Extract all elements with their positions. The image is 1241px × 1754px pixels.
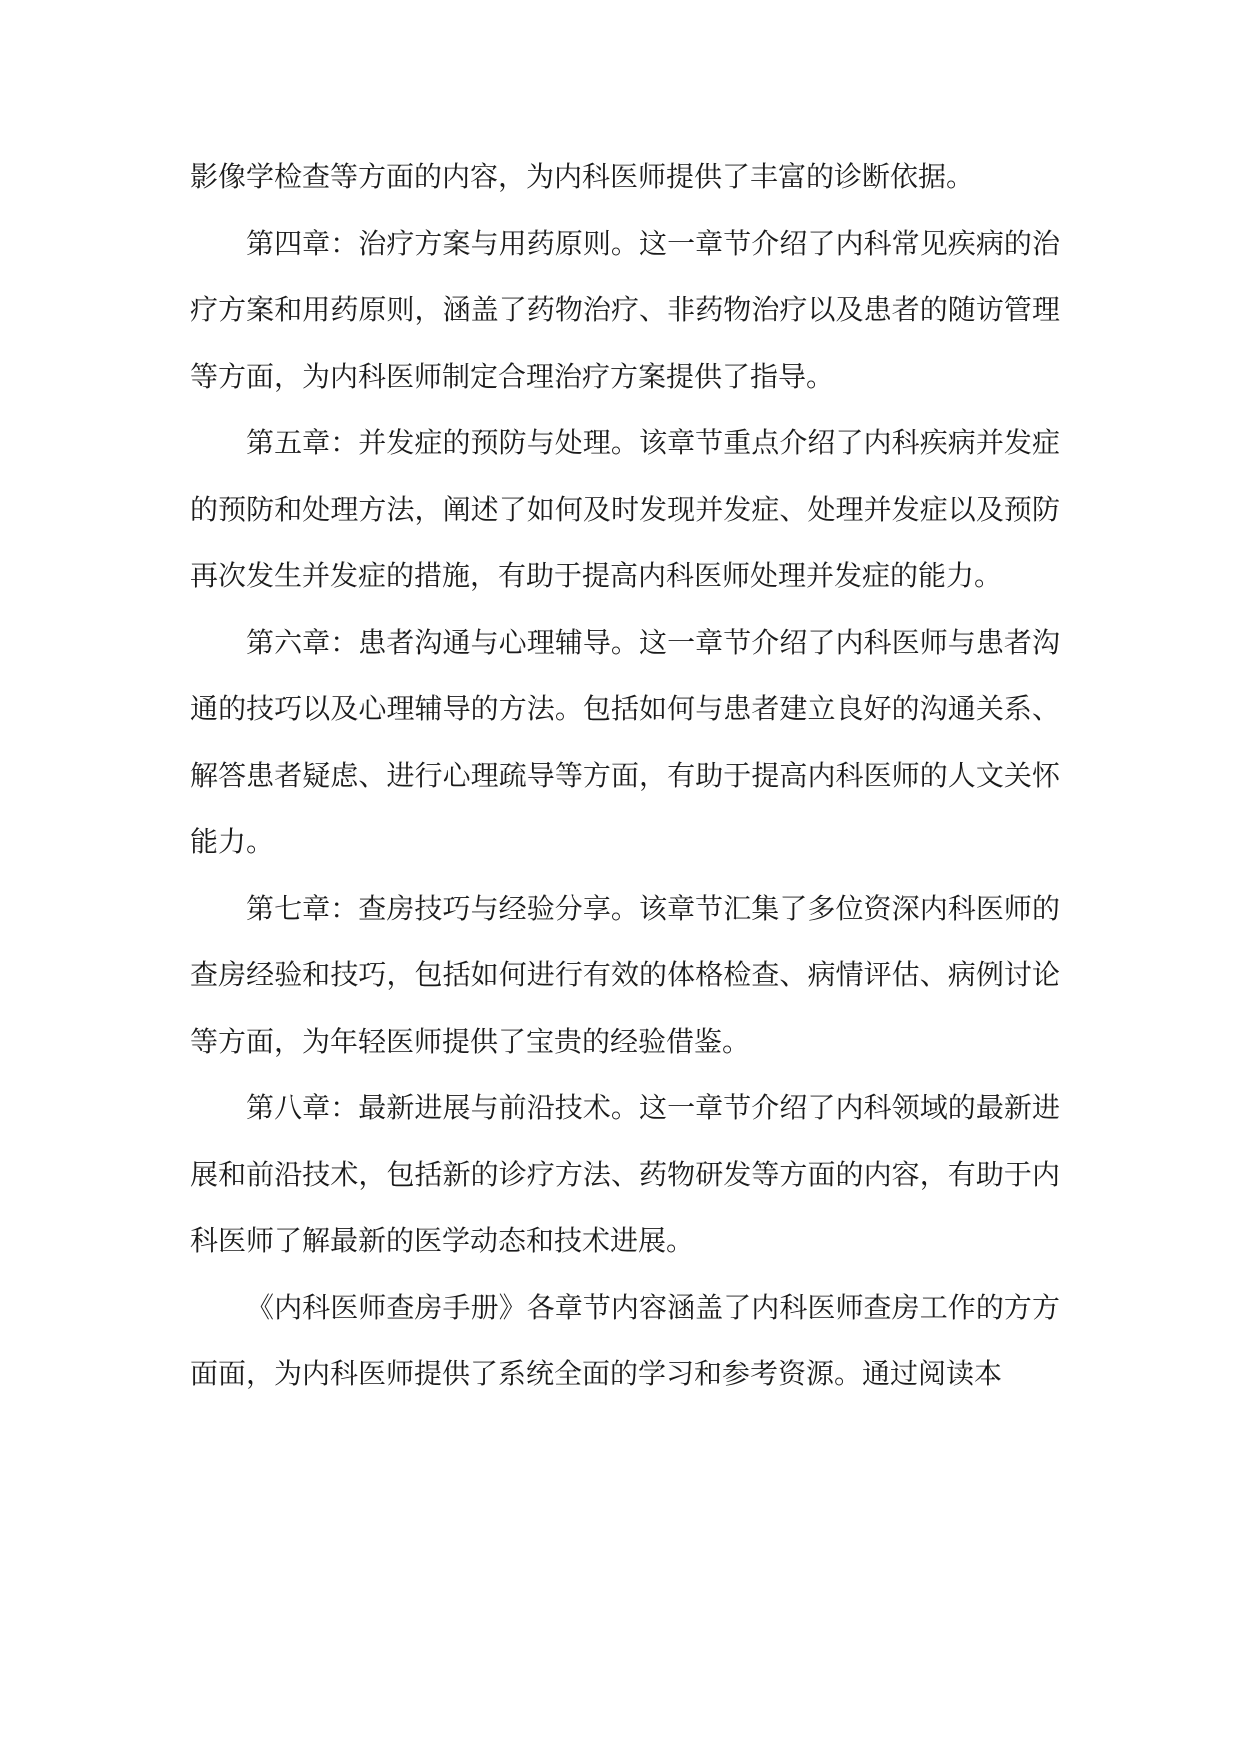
document-body [190,144,1060,1408]
paragraph-chapter-4: 第四章：治疗方案与用药原则。这一章节介绍了内科常见疾病的治疗方案和用药原则，涵盖了药物治疗、非药物治疗以及患者的随访管理等方面，为内科医师制定合理治疗方案提供了指导。 [190,226,1060,393]
paragraph-summary: 《内科医师查房手册》各章节内容涵盖了内科医师查房工作的方方面面，为内科医师提供了系统全面的学习和参考资源。通过阅读本 [190,1290,1060,1390]
paragraph-chapter-5: 第五章：并发症的预防与处理。该章节重点介绍了内科疾病并发症的预防和处理方法，阐述了如何及时发现并发症、处理并发症以及预防再次发生并发症的措施，有助于提高内科医师处理并发症的能力。 [190,426,1060,592]
paragraph-chapter-8: 第八章：最新进展与前沿技术。这一章节介绍了内科领域的最新进展和前沿技术，包括新的诊疗方法、药物研发等方面的内容，有助于内科医师了解最新的医学动态和技术进展。 [190,1091,1060,1257]
paragraph-imaging-continuation: 影像学检查等方面的内容，为内科医师提供了丰富的诊断依据。 [190,160,975,193]
paragraph-chapter-7: 第七章：查房技巧与经验分享。该章节汇集了多位资深内科医师的查房经验和技巧，包括如何进行有效的体格检查、病情评估、病例讨论等方面，为年轻医师提供了宝贵的经验借鉴。 [190,891,1060,1058]
paragraph-chapter-6: 第六章：患者沟通与心理辅导。这一章节介绍了内科医师与患者沟通的技巧以及心理辅导的方法。包括如何与患者建立良好的沟通关系、解答患者疑虑、进行心理疏导等方面，有助于提高内科医师的人文关怀能力。 [190,625,1060,858]
